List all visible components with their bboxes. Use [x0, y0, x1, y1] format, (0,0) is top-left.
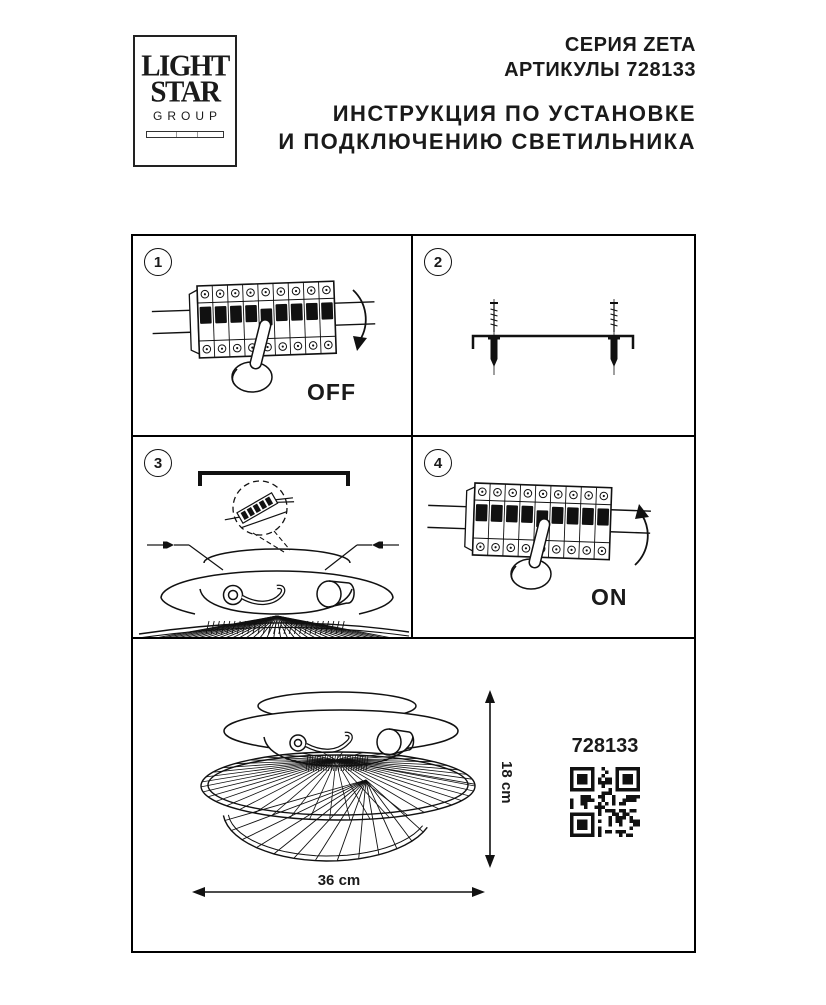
qr-modules — [570, 767, 640, 837]
height-dimension — [485, 690, 495, 868]
fan-shade-ribs-clipped — [139, 616, 409, 637]
lamp-mounting-illustration — [133, 437, 413, 637]
panel-row-1 — [133, 236, 694, 437]
bracket-top — [200, 473, 348, 486]
step-number-badge: 2 — [424, 248, 452, 276]
italian-flag-bar — [146, 131, 224, 138]
on-label: ON — [591, 584, 628, 610]
logo-word-group: GROUP — [152, 109, 222, 123]
step-number-badge: 3 — [144, 449, 172, 477]
step-2-panel — [413, 236, 692, 435]
series-title: СЕРИЯ ZETA — [564, 34, 696, 56]
step-3-panel — [133, 437, 413, 637]
step-4-panel — [413, 437, 692, 637]
lightstar-logo — [133, 35, 237, 167]
logo-word-star: STAR — [150, 75, 220, 109]
breaker-on-illustration — [413, 437, 692, 637]
step-1-panel — [133, 236, 413, 435]
instruction-title-line1: ИНСТРУКЦИЯ ПО УСТАНОВКЕ — [332, 101, 696, 126]
header-title-block — [278, 33, 696, 156]
instruction-panels-frame — [131, 234, 696, 953]
step-number-badge: 1 — [144, 248, 172, 276]
bracket-screws-illustration — [413, 236, 692, 435]
instruction-title-line2: И ПОДКЛЮЧЕНИЮ СВЕТИЛЬНИКА — [278, 129, 696, 154]
product-panel — [133, 639, 694, 951]
flag-white-segment — [176, 132, 198, 137]
qr-code — [570, 767, 640, 837]
width-dimension-label: 36 cm — [317, 872, 361, 889]
arrow-down-icon — [353, 290, 367, 351]
logo-word-light: LIGHT — [141, 49, 229, 83]
arrow-up-icon — [635, 504, 649, 565]
off-label: OFF — [307, 379, 356, 405]
panel-row-2 — [133, 437, 694, 639]
lamp-canopy — [161, 549, 393, 614]
breaker-off-illustration — [133, 236, 413, 435]
flag-green-segment — [147, 132, 176, 137]
terminal-block-callout — [225, 481, 298, 552]
article-title: АРТИКУЛЫ 728133 — [504, 59, 696, 81]
step-number-badge: 4 — [424, 449, 452, 477]
product-article-number: 728133 — [571, 735, 639, 757]
height-dimension-label: 18 cm — [498, 761, 515, 804]
flag-red-segment — [198, 132, 223, 137]
side-screw-indicators — [147, 542, 399, 571]
